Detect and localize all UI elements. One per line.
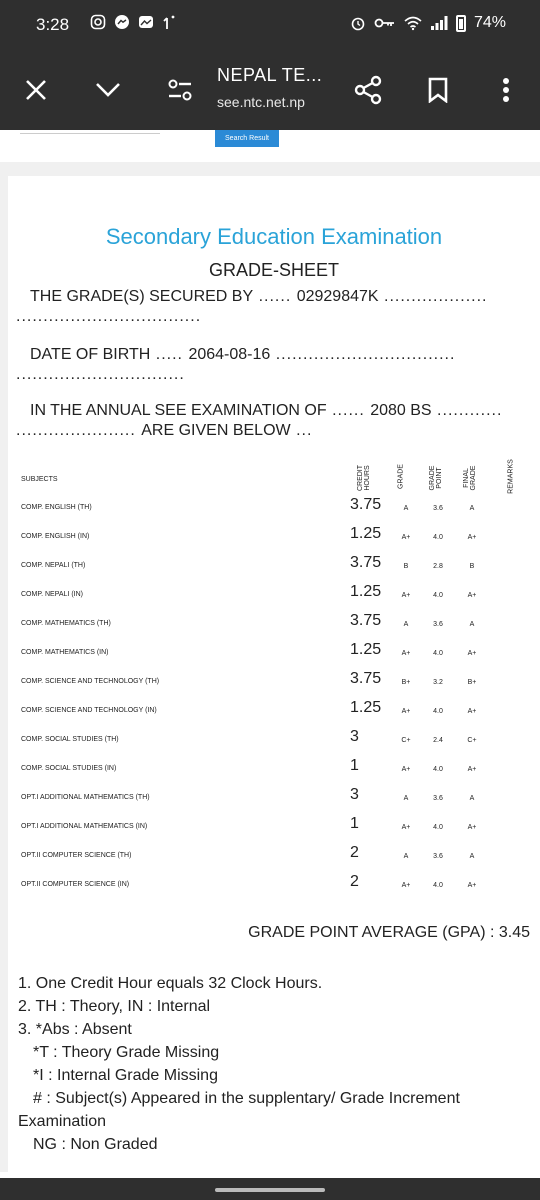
grade-point-cell: 4.0: [433, 708, 443, 715]
dotted-leader: ..................................: [16, 308, 202, 325]
final-grade-cell: B+: [467, 679, 477, 686]
grade-point-cell: 2.8: [433, 563, 443, 570]
final-grade-cell: C+: [467, 737, 477, 744]
table-row: [8, 668, 540, 697]
given-below: ARE GIVEN BELOW: [141, 422, 291, 439]
share-icon: [353, 75, 383, 105]
subject-cell: COMP. MATHEMATICS (IN): [21, 649, 109, 656]
credit-hours-cell: 1.25: [350, 583, 382, 600]
navigation-bar: [0, 1178, 540, 1200]
home-gesture-handle[interactable]: [215, 1188, 325, 1192]
table-row: [8, 523, 540, 552]
grade-cell: B+: [401, 679, 411, 686]
grade-point-cell: 4.0: [433, 650, 443, 657]
grade-point-cell: 4.0: [433, 824, 443, 831]
final-grade-cell: A: [469, 795, 475, 802]
bookmark-button[interactable]: [418, 70, 458, 110]
grade-cell: C+: [401, 737, 411, 744]
note-item: *T : Theory Grade Missing: [33, 1044, 220, 1061]
grade-point-cell: 4.0: [433, 766, 443, 773]
table-row: [8, 610, 540, 639]
grade-cell: B: [403, 563, 409, 570]
grade-cell: A+: [401, 650, 411, 657]
grade-point-cell: 4.0: [433, 882, 443, 889]
credit-hours-cell: 1.25: [350, 641, 382, 658]
exam-line: IN THE ANNUAL SEE EXAMINATION OF ...... 2080 BS ............: [30, 402, 503, 419]
tune-icon: [167, 78, 193, 102]
vpn-key-icon: [374, 15, 396, 31]
credit-hours-cell: 1: [350, 757, 359, 774]
subject-cell: COMP. SOCIAL STUDIES (TH): [21, 736, 119, 743]
header-subjects: SUBJECTS: [21, 476, 58, 483]
final-grade-cell: A+: [467, 882, 477, 889]
subject-cell: COMP. MATHEMATICS (TH): [21, 620, 111, 627]
subject-cell: OPT.I ADDITIONAL MATHEMATICS (IN): [21, 823, 148, 830]
subject-cell: COMP. SCIENCE AND TECHNOLOGY (TH): [21, 678, 160, 685]
secured-by-label: THE GRADE(S) SECURED BY: [30, 288, 254, 305]
table-row: [8, 871, 540, 900]
exam-title: Secondary Education Examination: [105, 224, 443, 249]
grade-cell: A+: [401, 534, 411, 541]
table-row: [8, 697, 540, 726]
battery-percent: 74%: [473, 14, 506, 31]
symbol-number: 02929847K: [296, 288, 379, 305]
grade-point-cell: 3.6: [433, 621, 443, 628]
header-grade: GRADE: [397, 464, 405, 489]
exam-label: IN THE ANNUAL SEE EXAMINATION OF: [30, 402, 327, 419]
search-result-button[interactable]: Search Result: [215, 130, 279, 147]
gpa-summary: GRADE POINT AVERAGE (GPA) : 3.45: [248, 924, 530, 941]
more-vert-icon: [502, 77, 510, 103]
final-grade-cell: A+: [467, 708, 477, 715]
page-url: see.ntc.net.np: [217, 94, 305, 110]
grade-point-cell: 3.2: [433, 679, 443, 686]
given-below-line: ...................... ARE GIVEN BELOW ...: [16, 422, 313, 439]
subject-cell: OPT.II COMPUTER SCIENCE (TH): [21, 852, 132, 859]
symbol-input-field[interactable]: [20, 130, 160, 134]
subject-cell: COMP. SOCIAL STUDIES (IN): [21, 765, 117, 772]
status-time: 3:28: [36, 15, 70, 34]
note-item: NG : Non Graded: [33, 1136, 158, 1153]
grade-point-cell: 3.6: [433, 505, 443, 512]
battery-icon: [456, 15, 466, 32]
minimize-button[interactable]: [88, 70, 128, 110]
signal-icon: [430, 15, 448, 31]
exam-year: 2080 BS: [370, 402, 432, 419]
upload-icon: [162, 14, 176, 30]
page-title: NEPAL TE...: [217, 65, 323, 85]
header-credit-hours: CREDIT HOURS: [357, 464, 371, 492]
final-grade-cell: A+: [467, 766, 477, 773]
bookmark-icon: [428, 77, 448, 103]
header-final-grade: FINAL GRADE: [463, 465, 477, 491]
credit-hours-cell: 1.25: [350, 525, 382, 542]
messenger-icon: [114, 14, 130, 30]
note-item: 1. One Credit Hour equals 32 Clock Hours.: [18, 975, 323, 992]
credit-hours-cell: 2: [350, 873, 359, 890]
header-remarks: REMARKS: [507, 459, 515, 494]
dob-value: 2064-08-16: [188, 346, 271, 363]
table-row: [8, 813, 540, 842]
table-row: [8, 581, 540, 610]
more-options-button[interactable]: [486, 70, 526, 110]
final-grade-cell: A+: [467, 534, 477, 541]
final-grade-cell: A: [469, 505, 475, 512]
browser-app-bar: [0, 50, 540, 130]
grade-point-cell: 4.0: [433, 592, 443, 599]
credit-hours-cell: 3.75: [350, 554, 382, 571]
table-row: [8, 726, 540, 755]
final-grade-cell: A+: [467, 592, 477, 599]
credit-hours-cell: 3.75: [350, 612, 382, 629]
table-row: [8, 552, 540, 581]
final-grade-cell: A+: [467, 650, 477, 657]
subject-cell: OPT.II COMPUTER SCIENCE (IN): [21, 881, 130, 888]
grade-cell: A: [403, 795, 409, 802]
system-icons: [350, 14, 506, 32]
header-grade-point: GRADE POINT: [429, 465, 443, 491]
final-grade-cell: A+: [467, 824, 477, 831]
credit-hours-cell: 1: [350, 815, 359, 832]
note-item: 3. *Abs : Absent: [18, 1021, 132, 1038]
grade-point-cell: 3.6: [433, 795, 443, 802]
note-item: # : Subject(s) Appeared in the supplentary/ Grade Increment: [33, 1090, 460, 1107]
subject-cell: COMP. NEPALI (IN): [21, 591, 83, 598]
table-row: [8, 842, 540, 871]
grade-cell: A+: [401, 766, 411, 773]
chevron-down-icon: [95, 82, 121, 98]
grade-point-cell: 2.4: [433, 737, 443, 744]
grade-cell: A+: [401, 708, 411, 715]
notes-section: [18, 972, 460, 1156]
table-row: [8, 639, 540, 668]
subject-cell: COMP. ENGLISH (TH): [21, 504, 92, 511]
note-item: *I : Internal Grade Missing: [33, 1067, 218, 1084]
subject-cell: COMP. NEPALI (TH): [21, 562, 86, 569]
credit-hours-cell: 3.75: [350, 670, 382, 687]
final-grade-cell: A: [469, 621, 475, 628]
final-grade-cell: A: [469, 853, 475, 860]
grade-cell: A+: [401, 882, 411, 889]
close-icon: [25, 79, 47, 101]
grade-point-cell: 4.0: [433, 534, 443, 541]
alarm-icon: [350, 15, 366, 31]
credit-hours-cell: 3: [350, 728, 359, 745]
grade-cell: A: [403, 621, 409, 628]
grade-point-cell: 3.6: [433, 853, 443, 860]
credit-hours-cell: 2: [350, 844, 359, 861]
credit-hours-cell: 1.25: [350, 699, 382, 716]
share-button[interactable]: [348, 70, 388, 110]
page-background: [0, 162, 540, 1172]
grade-sheet-card: [8, 176, 540, 1176]
grade-cell: A: [403, 505, 409, 512]
credit-hours-cell: 3: [350, 786, 359, 803]
grade-cell: A: [403, 853, 409, 860]
dob-label: DATE OF BIRTH: [30, 346, 151, 363]
table-row: [8, 494, 540, 523]
wifi-icon: [404, 15, 422, 31]
subject-cell: COMP. SCIENCE AND TECHNOLOGY (IN): [21, 707, 157, 714]
table-row: [8, 755, 540, 784]
gallery-icon: [138, 14, 154, 30]
site-settings-button[interactable]: [160, 70, 200, 110]
subject-cell: COMP. ENGLISH (IN): [21, 533, 90, 540]
close-button[interactable]: [16, 70, 56, 110]
table-row: [8, 784, 540, 813]
status-bar: [0, 0, 540, 50]
grade-sheet-title: GRADE-SHEET: [208, 260, 340, 280]
subject-cell: OPT.I ADDITIONAL MATHEMATICS (TH): [21, 794, 150, 801]
secured-by-line: THE GRADE(S) SECURED BY ...... 02929847K ...................: [30, 288, 488, 305]
grade-cell: A+: [401, 592, 411, 599]
credit-hours-cell: 3.75: [350, 496, 382, 513]
dotted-leader: ...............................: [16, 366, 185, 383]
notification-icons: [90, 14, 176, 30]
grade-cell: A+: [401, 824, 411, 831]
note-item: Examination: [18, 1113, 107, 1130]
note-item: 2. TH : Theory, IN : Internal: [18, 998, 211, 1015]
dob-line: DATE OF BIRTH ..... 2064-08-16 .................................: [30, 346, 456, 363]
final-grade-cell: B: [469, 563, 475, 570]
instagram-icon: [90, 14, 106, 30]
